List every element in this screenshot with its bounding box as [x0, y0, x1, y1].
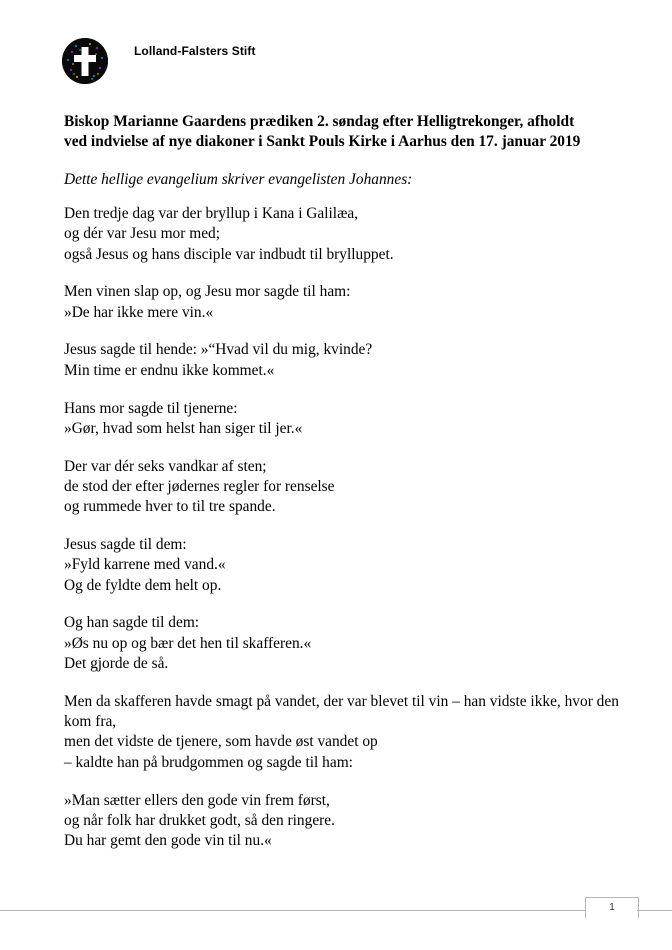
stanza-line: og når folk har drukket godt, så den ringere.: [64, 811, 335, 829]
stanza-line: og rummede hver to til tre spande.: [64, 498, 276, 516]
footer-divider: [0, 910, 585, 911]
stanza-line: Jesus sagde til hende: »“Hvad vil du mig, kvinde?: [64, 341, 373, 359]
stanza-line: Hans mor sagde til tjenerne:: [64, 399, 238, 417]
stanza-line: Men vinen slap op, og Jesu mor sagde til ham:: [64, 283, 351, 301]
stanza-line: »Man sætter ellers den gode vin frem først,: [64, 791, 330, 809]
stanza-line: »De har ikke mere vin.«: [64, 303, 214, 321]
stanza-line: »Øs nu op og bær det hen til skafferen.«: [64, 634, 312, 652]
stanza: [64, 457, 624, 518]
intro-line: Dette hellige evangelium skriver evangelisten Johannes:: [64, 171, 413, 188]
stanza-line: Og han sagde til dem:: [64, 614, 200, 632]
footer-divider: [637, 910, 672, 911]
gospel-text: [64, 204, 624, 869]
stanza-line: Det gjorde de så.: [64, 655, 169, 673]
stanza: [64, 535, 624, 596]
stanza-line: Der var dér seks vandkar af sten;: [64, 457, 267, 475]
stanza: [64, 204, 624, 265]
stanza: [64, 692, 624, 773]
org-name: Lolland-Falsters Stift: [134, 44, 256, 58]
stanza-line: og dér var Jesu mor med;: [64, 225, 221, 243]
page-number: 1: [585, 897, 639, 918]
title-line: ved indvielse af nye diakoner i Sankt Pouls Kirke i Aarhus den 17. januar 2019: [64, 133, 581, 150]
stanza: [64, 399, 624, 440]
stanza-line: Min time er endnu ikke kommet.«: [64, 361, 275, 379]
stanza-line: »Gør, hvad som helst han siger til jer.«: [64, 419, 303, 437]
stanza-line: Jesus sagde til dem:: [64, 536, 187, 554]
title-line: Biskop Marianne Gaardens prædiken 2. søndag efter Helligtrekonger, afholdt: [64, 113, 575, 130]
stanza-line: Og de fyldte dem helt op.: [64, 576, 222, 594]
stanza-line: men det vidste de tjenere, som havde øst vandet op: [64, 733, 378, 751]
stanza-line: også Jesus og hans disciple var indbudt til brylluppet.: [64, 245, 394, 263]
sermon-title: [64, 112, 624, 152]
stanza-line: – kaldte han på brudgommen og sagde til ham:: [64, 753, 353, 771]
stanza-line: Den tredje dag var der bryllup i Kana i Galilæa,: [64, 205, 359, 222]
stanza-line: »Fyld karrene med vand.«: [64, 556, 226, 574]
stanza-line: Du har gemt den gode vin til nu.«: [64, 832, 272, 850]
stanza: [64, 791, 624, 852]
stanza-line: Men da skafferen havde smagt på vandet, der var blevet til vin – han vidste ikke, hvor den kom fra,: [64, 692, 619, 731]
stanza: [64, 282, 624, 323]
stanza: [64, 613, 624, 674]
stanza-line: de stod der efter jødernes regler for renselse: [64, 477, 335, 495]
cross-logo-icon: [62, 38, 108, 84]
stanza: [64, 340, 624, 381]
